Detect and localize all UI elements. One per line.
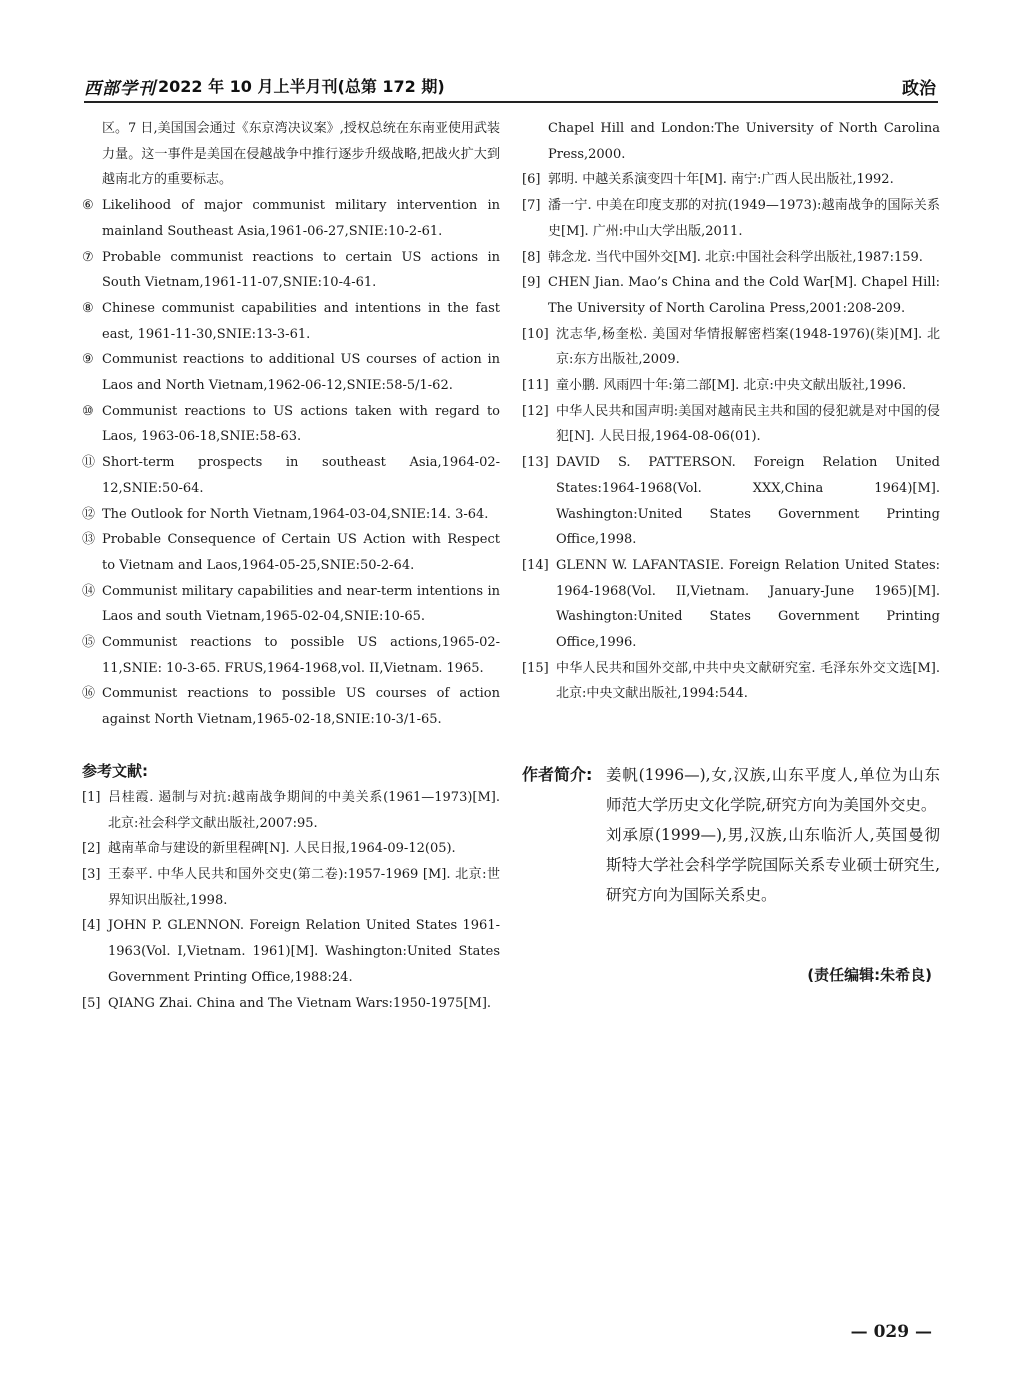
note-text: Communist reactions to possible US actions,1965-02-11,SNIE: 10-3-65. FRUS,1964-1968,vol. II,Vietnam. 1965. <box>102 635 500 676</box>
section-title: 政治 <box>902 79 936 99</box>
note-item <box>82 245 500 296</box>
reference-text: 中华人民共和国声明:美国对越南民主共和国的侵犯就是对中国的侵犯[N]. 人民日报,1964-08-06(01). <box>556 403 940 445</box>
reference-item <box>82 862 500 913</box>
note-number: ⑩ <box>82 403 94 419</box>
reference-text: 沈志华,杨奎松. 美国对华情报解密档案(1948-1976)(柒)[M]. 北京:东方出版社,2009. <box>556 326 940 368</box>
note-number: ⑥ <box>82 198 94 214</box>
reference-item <box>522 193 940 244</box>
note-text: Communist reactions to additional US courses of action in Laos and North Vietnam,1962-06-12,SNIE:58-5/1-62. <box>102 352 500 394</box>
reference-number: [8] <box>522 249 541 265</box>
references-heading: 参考文献: <box>82 761 148 780</box>
note-text: Short-term prospects in southeast Asia,1964-02-12,SNIE:50-64. <box>102 455 500 496</box>
reference-item <box>522 656 940 707</box>
reference-number: [7] <box>522 198 541 214</box>
note-number: ⑦ <box>82 249 94 265</box>
reference-number: [10] <box>522 326 549 342</box>
responsible-editor: (责任编辑:朱希良) <box>807 966 932 984</box>
header-rule <box>84 101 938 103</box>
note-text: Chinese communist capabilities and intentions in the fast east, 1961-11-30,SNIE:13-3-61. <box>102 300 500 342</box>
reference-number: [5] <box>82 995 101 1011</box>
reference-item <box>522 373 940 399</box>
note-item <box>82 681 500 732</box>
reference-item <box>522 167 940 193</box>
note-number: ⑯ <box>82 686 96 702</box>
note-item <box>82 193 500 244</box>
reference-number: [1] <box>82 789 101 805</box>
reference-text: 郭明. 中越关系演变四十年[M]. 南宁:广西人民出版社,1992. <box>548 172 894 188</box>
note-number: ⑮ <box>82 635 96 651</box>
reference-number: [2] <box>82 841 101 857</box>
reference-text: 吕桂霞. 遏制与对抗:越南战争期间的中美关系(1961—1973)[M]. 北京:社会科学文献出版社,2007:95. <box>108 789 500 831</box>
note-text: Likelihood of major communist military intervention in mainland Southeast Asia,1961-06-27,SNIE:10-2-61. <box>102 198 500 239</box>
reference-number: [14] <box>522 557 549 573</box>
notes-list <box>82 193 500 733</box>
reference-item <box>82 785 500 836</box>
note-text: Probable communist reactions to certain US actions in South Vietnam,1961-11-07,SNIE:10-4-61. <box>102 249 500 291</box>
note-item <box>82 502 500 528</box>
reference-text: JOHN P. GLENNON. Foreign Relation United States 1961-1963(Vol. I,Vietnam. 1961)[M]. Washington:United States Government Printing Office,1988:24. <box>108 918 500 985</box>
reference-continuation: Chapel Hill and London:The University of North Carolina Press,2000. <box>548 121 940 162</box>
note-item <box>82 579 500 630</box>
note-text: Communist reactions to US actions taken with regard to Laos, 1963-06-18,SNIE:58-63. <box>102 403 500 445</box>
reference-number: [9] <box>522 275 541 291</box>
reference-item <box>522 270 940 321</box>
reference-item <box>522 553 940 656</box>
reference-text: 童小鹏. 风雨四十年:第二部[M]. 北京:中央文献出版社,1996. <box>556 378 907 394</box>
reference-number: [4] <box>82 918 101 934</box>
note-number: ⑫ <box>82 506 96 522</box>
note-text: Communist military capabilities and near-term intentions in Laos and south Vietnam,1965-02-04,SNIE:10-65. <box>102 583 500 625</box>
reference-item <box>522 245 940 271</box>
reference-number: [13] <box>522 455 549 471</box>
reference-number: [12] <box>522 403 549 419</box>
author-bio-second: 刘承原(1999—),男,汉族,山东临沂人,英国曼彻斯特大学社会科学学院国际关系专业硕士研究生,研究方向为国际关系史。 <box>606 826 940 904</box>
reference-item <box>522 399 940 450</box>
page-number: — 029 — <box>850 1322 932 1342</box>
right-column <box>522 116 940 707</box>
reference-text: 越南革命与建设的新里程碑[N]. 人民日报,1964-09-12(05). <box>108 841 456 857</box>
note-text: The Outlook for North Vietnam,1964-03-04,SNIE:14. 3-64. <box>102 506 489 522</box>
note-text: Probable Consequence of Certain US Action with Respect to Vietnam and Laos,1964-05-25,SNIE:50-2-64. <box>102 532 500 573</box>
note-item <box>82 296 500 347</box>
references-list-right <box>522 167 940 707</box>
note-item <box>82 450 500 501</box>
reference-item <box>522 322 940 373</box>
reference-text: 中华人民共和国外交部,中共中央文献研究室. 毛泽东外交文选[M]. 北京:中央文献出版社,1994:544. <box>556 660 940 702</box>
note-item <box>82 347 500 398</box>
note-item <box>82 399 500 450</box>
reference-text: QIANG Zhai. China and The Vietnam Wars:1950-1975[M]. <box>108 995 492 1011</box>
reference-text: CHEN Jian. Mao’s China and the Cold War[M]. Chapel Hill: The University of North Carolina Press,2001:208-209. <box>548 275 940 316</box>
reference-text: DAVID S. PATTERSON. Foreign Relation United States:1964-1968(Vol. XXX,China 1964)[M]. Washington:United States Government Printing Office,1998. <box>556 455 940 548</box>
reference-item <box>82 991 500 1017</box>
continuation-paragraph: 区。7 日,美国国会通过《东京湾决议案》,授权总统在东南亚使用武装力量。这一事件是美国在侵越战争中推行逐步升级战略,把战火扩大到越南北方的重要标志。 <box>102 121 500 188</box>
reference-number: [3] <box>82 866 101 882</box>
reference-text: GLENN W. LAFANTASIE. Foreign Relation United States: 1964-1968(Vol. II,Vietnam. January-June 1965)[M]. Washington:United States Government Printing Office,1996. <box>556 557 940 651</box>
reference-item <box>82 913 500 990</box>
journal-logo: 西部学刊 <box>84 79 156 99</box>
note-number: ⑭ <box>82 583 96 599</box>
note-number: ⑬ <box>82 532 96 548</box>
note-number: ⑪ <box>82 455 96 471</box>
note-item <box>82 630 500 681</box>
note-number: ⑨ <box>82 352 94 368</box>
reference-number: [11] <box>522 378 549 394</box>
reference-text: 韩念龙. 当代中国外交[M]. 北京:中国社会科学出版社,1987:159. <box>548 249 923 265</box>
reference-number: [6] <box>522 172 541 188</box>
references-list-left <box>82 785 500 1016</box>
note-text: Communist reactions to possible US courses of action against North Vietnam,1965-02-18,SNIE:10-3/1-65. <box>102 686 500 728</box>
note-number: ⑧ <box>82 300 94 316</box>
note-item <box>82 527 500 578</box>
left-column <box>82 116 500 1016</box>
author-bio <box>522 760 940 910</box>
reference-text: 潘一宁. 中美在印度支那的对抗(1949—1973):越南战争的国际关系史[M]. 广州:中山大学出版,2011. <box>548 198 940 239</box>
author-bio-first: 姜帆(1996—),女,汉族,山东平度人,单位为山东师范大学历史文化学院,研究方向为美国外交史。 <box>606 766 940 814</box>
reference-text: 王泰平. 中华人民共和国外交史(第二卷):1957-1969 [M]. 北京:世界知识出版社,1998. <box>108 866 500 908</box>
author-bio-label: 作者简介: <box>522 765 593 784</box>
reference-item <box>82 836 500 862</box>
reference-item <box>522 450 940 553</box>
reference-number: [15] <box>522 660 549 676</box>
issue-info: 2022 年 10 月上半月刊(总第 172 期) <box>158 77 445 96</box>
